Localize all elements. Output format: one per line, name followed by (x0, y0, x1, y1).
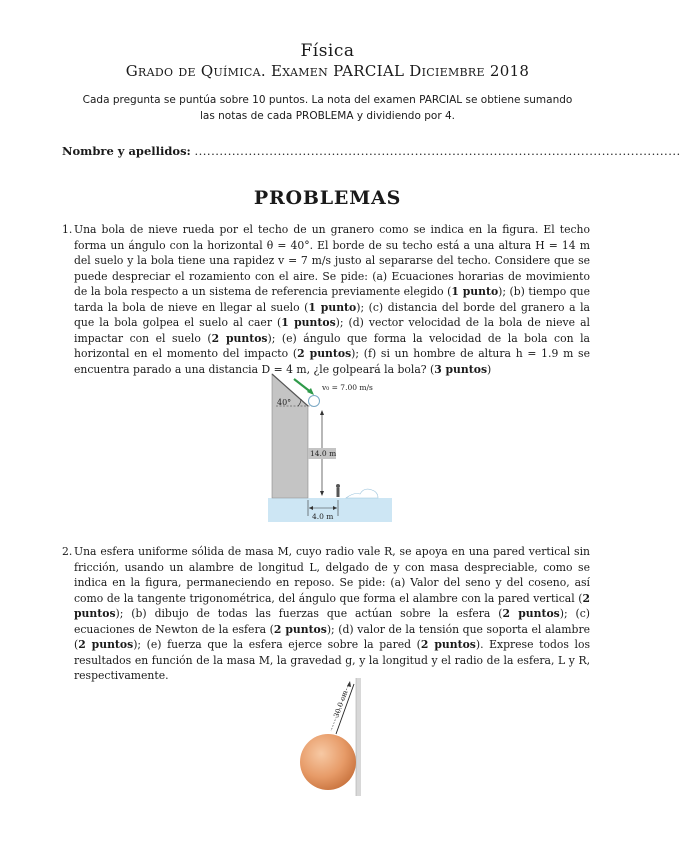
velocity-label: v₀ = 7.00 m/s (322, 383, 373, 392)
angle-label: 40° (277, 398, 292, 407)
wire-length-label: 30.0 cm (332, 689, 350, 719)
name-dotted-line: ..................................................................................................................... (194, 144, 681, 158)
grading-note (80, 92, 575, 124)
height-label: 14.0 m (310, 449, 337, 458)
figure-sphere-wall (290, 676, 370, 798)
man-body (337, 488, 340, 497)
name-field[interactable] (62, 144, 681, 158)
section-heading: PROBLEMAS (253, 187, 402, 209)
problem-1-text: Una bola de nieve rueda por el techo de un granero como se indica en la figura. El techo forma un ángulo con la horizontal θ = 40°. El borde de su techo está a una altura H = 14 m del suelo y la bola tiene una rapidez v = 7 m/s justo al separarse del techo. Considere que se puede despreciar el rozamiento con el aire. Se pide: (a) Ecuaciones horarias de movimiento de la bola respecto a un sistema de referencia previamente elegido (1 punto); (b) tiempo que tarda la bola de nieve en llegar al suelo (1 punto); (c) distancia del borde del granero a la que la bola golpea el suelo al caer (1 puntos); (d) vector velocidad de la bola de nieve al impactar con el suelo (2 puntos); (e) ángulo que forma la velocidad de la bola con la horizontal en el momento del impacto (2 puntos); (f) si un hombre de altura h = 1.9 m se encuentra parado a una distancia D = 4 m, ¿le golpeará la bola? (3 puntos) (74, 223, 590, 376)
problem-2 (62, 544, 590, 684)
snowball (309, 396, 320, 407)
exam-title: Física (300, 41, 355, 61)
problem-1 (62, 222, 590, 377)
problem-2-number: 2. (62, 545, 73, 558)
height-arrow-top (320, 410, 324, 415)
exam-subtitle: Grado de Química. Examen PARCIAL Diciembre 2018 (125, 62, 530, 80)
sphere (300, 734, 356, 790)
name-label: Nombre y apellidos: (62, 144, 191, 158)
wall (356, 678, 361, 796)
man-head (336, 484, 340, 488)
problem-1-number: 1. (62, 223, 73, 236)
snow-pile (346, 489, 378, 498)
figure-snowball-barn (268, 370, 392, 522)
grading-note-line-2: las notas de cada PROBLEMA y dividiendo por 4. (199, 110, 455, 122)
problem-2-text: Una esfera uniforme sólida de masa M, cuyo radio vale R, se apoya en una pared vertical sin fricción, usando un alambre de longitud L, delgado de y con masa despreciable, como se indica en la figura, permaneciendo en reposo. Se pide: (a) Valor del seno y del coseno, así como de la tangente trigonométrica, del ángulo que forma el alambre con la pared vertical (2 puntos); (b) dibujo de todas las fuerzas que actúan sobre la esfera (2 puntos); (c) ecuaciones de Newton de la esfera (2 puntos); (d) valor de la tensión que soporta el alambre (2 puntos); (e) fuerza que la esfera ejerce sobre la pared (2 puntos). Exprese todos los resultados en función de la masa M, la gravedad g, y la longitud y el radio de la esfera, L y R, respectivamente. (74, 545, 591, 682)
grading-note-line-1: Cada pregunta se puntúa sobre 10 puntos. La nota del examen PARCIAL se obtiene sumando (82, 94, 573, 106)
wire-dimension-arrow (347, 681, 351, 687)
height-arrow-bottom (320, 491, 324, 496)
barn-wall (272, 374, 308, 498)
distance-label: 4.0 m (312, 512, 334, 521)
